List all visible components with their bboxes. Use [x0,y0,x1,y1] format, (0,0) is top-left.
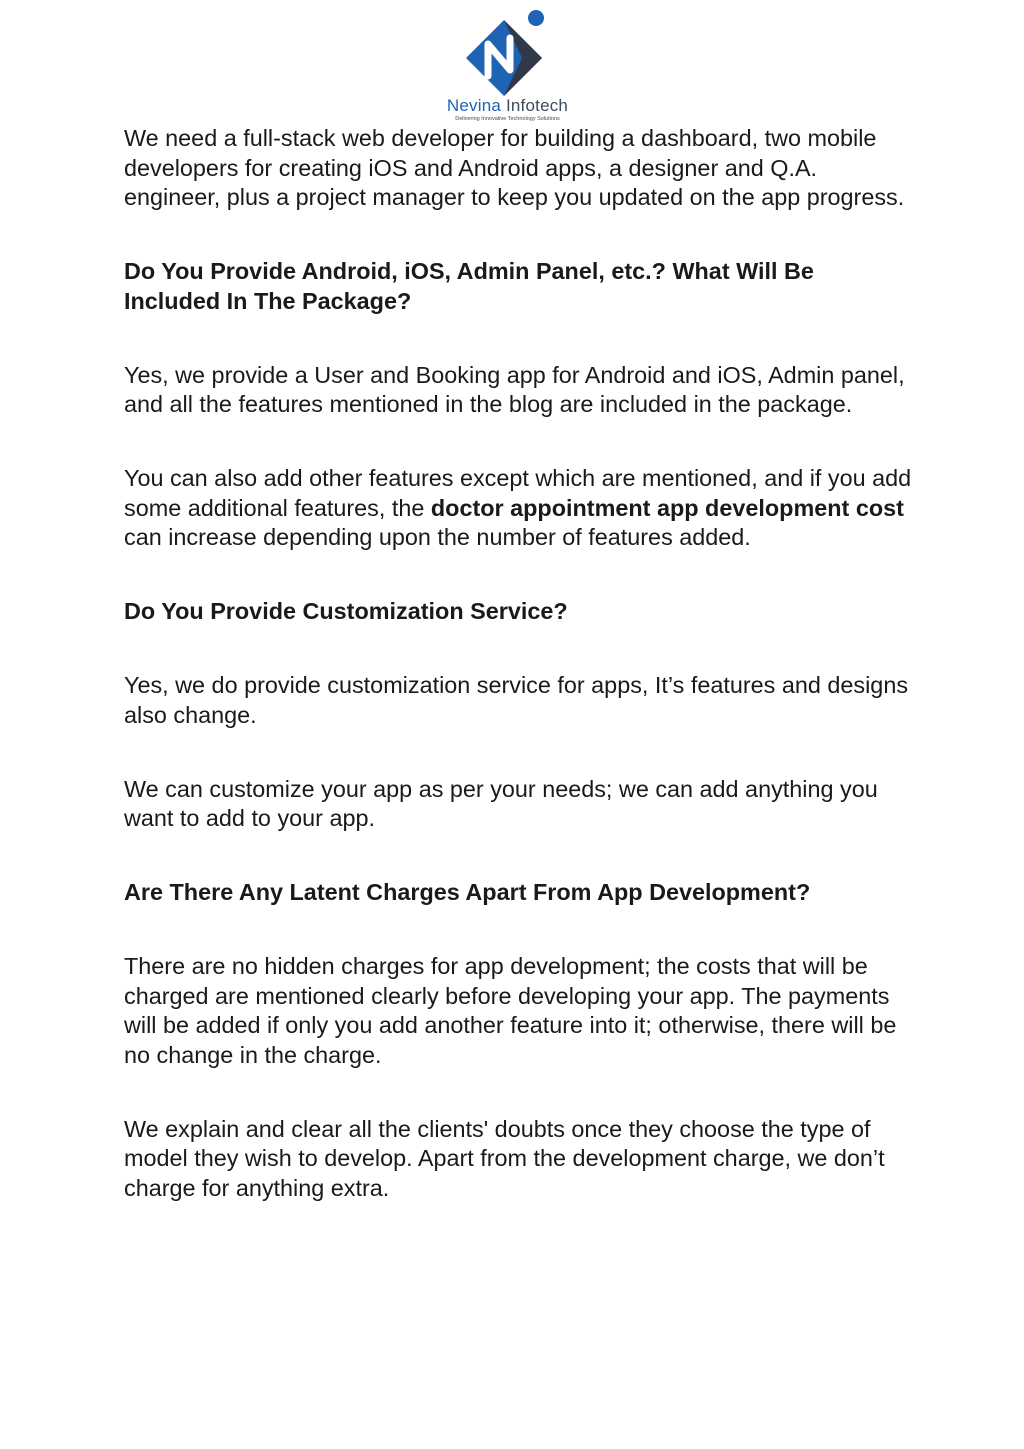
faq-question-customization: Do You Provide Customization Service? [124,598,568,624]
faq-question-package: Do You Provide Android, iOS, Admin Panel, etc.? What Will Be Included In The Package? [124,258,814,314]
logo-name-rest: Infotech [505,96,569,115]
company-logo [425,8,590,126]
faq-answer-customization-1: Yes, we do provide customization service for apps, It’s features and designs also change. [124,672,909,728]
logo-company-name [425,96,590,116]
cost-keyword-highlight: doctor appointment app development cost [430,494,904,521]
faq-answer-charges-2: We explain and clear all the clients' doubts once they choose the type of model they wish to develop. Apart from the development charge, we don’t charge for anything extra. [124,1115,885,1201]
document-body [124,124,914,1203]
faq-answer-customization-2: We can customize your app as per your needs; we can add anything you want to add to your app. [124,775,878,831]
answer-text-segment: You can also add other features except which are mentioned, and if you add some additional features, the [124,465,912,521]
nevina-logo-mark-icon [462,8,552,100]
faq-question-charges: Are There Any Latent Charges Apart From App Development? [124,879,811,905]
logo-brand-text: Nevina [446,96,502,115]
intro-paragraph: We need a full-stack web developer for building a dashboard, two mobile developers for creating iOS and Android apps, a designer and Q.A. engineer, plus a project manager to keep you updated on the app progress. [124,125,905,210]
logo-tagline: Delivering Innovative Technology Solutions [455,116,560,122]
faq-answer-charges-1: There are no hidden charges for app development; the costs that will be charged are mentioned clearly before developing your app. The payments will be added if only you add another feature into it; otherwise, there will be no change in the charge. [124,953,897,1068]
answer-text-segment: can increase depending upon the number of features added. [124,524,751,550]
faq-answer-package-2 [124,464,914,553]
faq-answer-package-1: Yes, we provide a User and Booking app for Android and iOS, Admin panel, and all the features mentioned in the blog are included in the package. [124,361,905,417]
